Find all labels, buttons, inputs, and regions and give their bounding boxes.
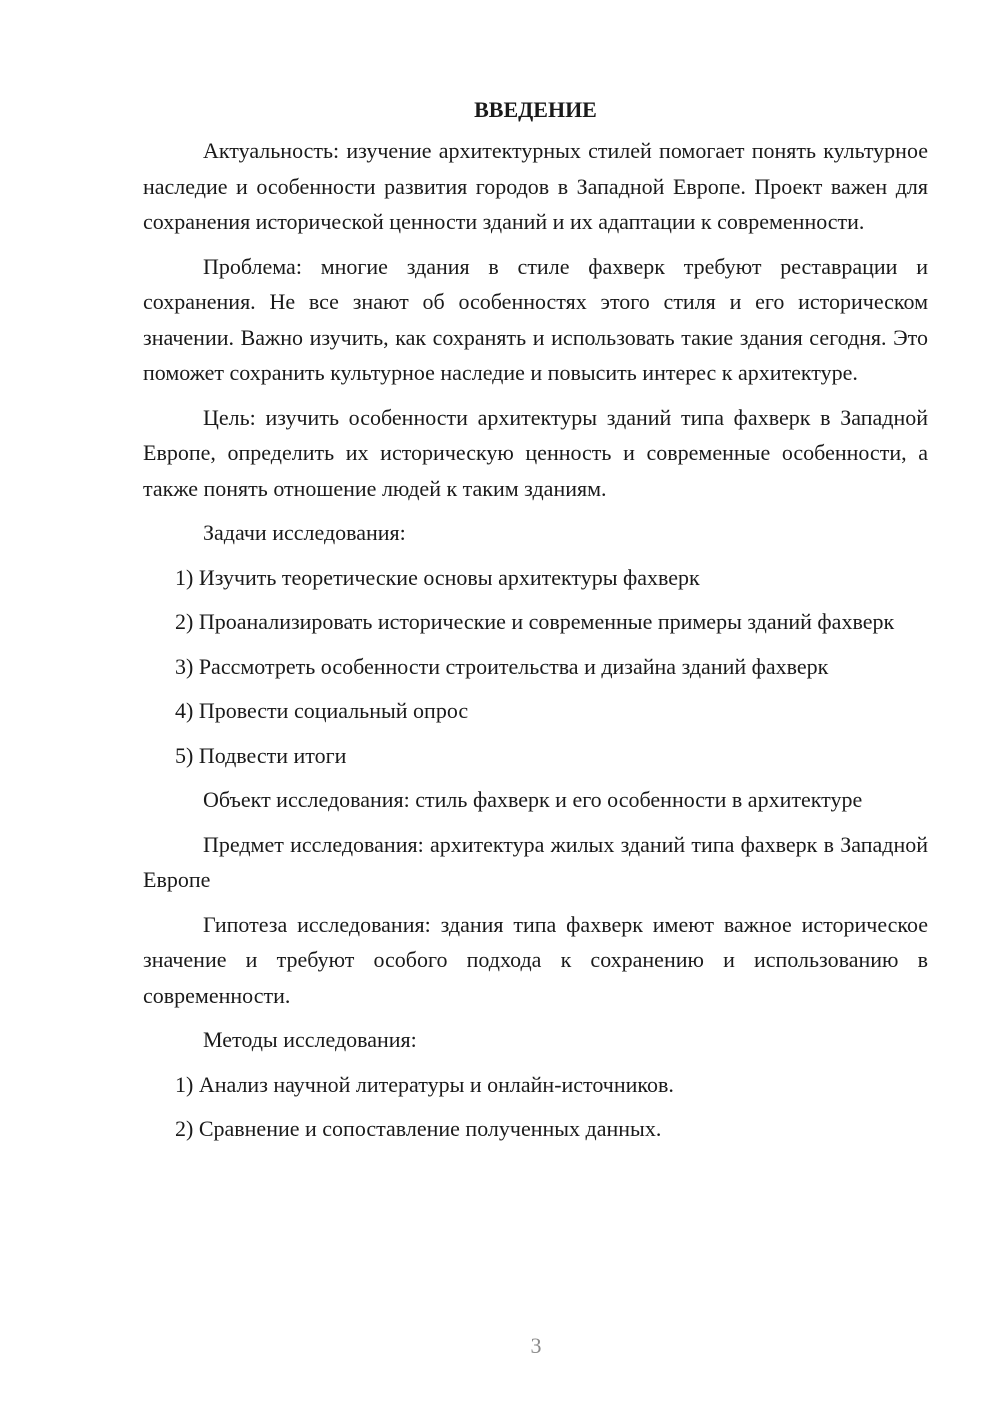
task-item-3: 3) Рассмотреть особенности строительства и дизайна зданий фахверк (175, 653, 829, 679)
task-item-5: 5) Подвести итоги (175, 742, 347, 768)
task-item-2: 2) Проанализировать исторические и современные примеры зданий фахверк (175, 609, 895, 634)
task-item-4: 4) Провести социальный опрос (175, 698, 469, 723)
method-item-1: 1) Анализ научной литературы и онлайн-источников. (175, 1071, 674, 1097)
section-title: ВВЕДЕНИЕ (474, 97, 597, 122)
relevance-paragraph: Актуальность: изучение архитектурных стилей помогает понять культурное наследие и особенности развития городов в Западной Европе. Проект важен для сохранения исторической ценности зданий и их адаптации к современности. (143, 138, 928, 234)
page-number: 3 (530, 1333, 542, 1358)
subject-paragraph: Предмет исследования: архитектура жилых зданий типа фахверк в Западной Европе (143, 831, 928, 892)
page-content (143, 92, 928, 1156)
method-item-2: 2) Сравнение и сопоставление полученных данных. (175, 1116, 662, 1141)
task-item-1: 1) Изучить теоретические основы архитектуры фахверк (175, 564, 700, 590)
hypothesis-paragraph: Гипотеза исследования: здания типа фахверк имеют важное историческое значение и требуют особого подхода к сохранению и использованию в современности. (143, 911, 928, 1008)
tasks-heading: Задачи исследования: (203, 520, 406, 545)
goal-paragraph: Цель: изучить особенности архитектуры зданий типа фахверк в Западной Европе, определить их историческую ценность и современные особенности, а также понять отношение людей к таким зданиям. (143, 404, 928, 501)
object-paragraph: Объект исследования: стиль фахверк и его особенности в архитектуре (203, 787, 863, 812)
problem-paragraph: Проблема: многие здания в стиле фахверк требуют реставрации и сохранения. Не все знают об особенностях этого стиля и его историческом значении. Важно изучить, как сохранять и использовать такие здания сегодня. Это поможет сохранить культурное наследие и повысить интерес к архитектуре. (143, 253, 928, 385)
methods-heading: Методы исследования: (203, 1027, 417, 1052)
